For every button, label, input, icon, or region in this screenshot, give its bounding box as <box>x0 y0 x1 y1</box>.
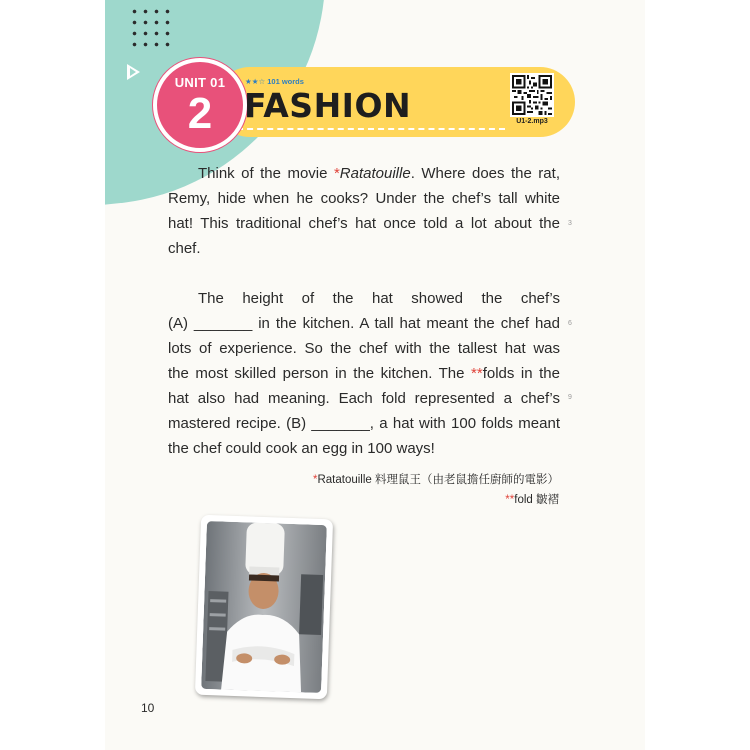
text-line: the most skilled person in the kitchen. The **folds in the <box>168 365 560 382</box>
line-number: 9 <box>568 394 572 401</box>
text-line: chef. <box>168 240 201 257</box>
footnote-fold: **fold 皺褶 <box>505 494 559 506</box>
difficulty-word-count: ★★☆ 101 words <box>245 77 304 86</box>
paragraph-2 <box>168 286 560 461</box>
qr-code-icon[interactable] <box>510 73 554 117</box>
textbook-page <box>105 0 645 750</box>
unit-badge <box>153 58 247 152</box>
page-number: 10 <box>141 701 155 715</box>
text-line: the chef could cook an egg in 100 ways! <box>168 440 435 457</box>
line-number: 6 <box>568 320 572 327</box>
dot-grid-decoration <box>129 6 175 52</box>
text-line: mastered recipe. (B) _______, a hat with 100 folds meant <box>168 415 560 432</box>
paragraph-1 <box>168 161 560 261</box>
unit-label: UNIT 01 <box>174 75 226 90</box>
unit-number: 2 <box>187 89 213 138</box>
footnote-ratatouille: *Ratatouille 料理鼠王（由老鼠擔任廚師的電影） <box>312 474 559 486</box>
text-line: Think of the movie *Ratatouille. Where does the rat, <box>198 165 560 182</box>
text-line: The height of the hat showed the chef’s <box>198 290 560 307</box>
banner-dashed-line <box>237 128 505 130</box>
text-line: (A) _______ in the kitchen. A tall hat meant the chef had <box>168 315 560 332</box>
page-title: FASHION <box>244 86 412 125</box>
text-line: lots of experience. So the chef with the tallest hat was <box>168 340 560 357</box>
footnote-marker: * <box>333 165 340 182</box>
chef-photo <box>195 515 333 699</box>
text-line: Remy, hide when he cooks? Under the chef’s tall white <box>168 190 560 207</box>
movie-title: Ratatouille <box>339 165 411 182</box>
text-line: hat! This traditional chef’s hat once told a lot about the <box>168 215 560 232</box>
text-line: hat also had meaning. Each fold represented a chef’s <box>168 390 560 407</box>
audio-file-label: U1-2.mp3 <box>516 118 548 125</box>
line-number: 3 <box>568 220 572 227</box>
footnote-marker: ** <box>471 365 483 382</box>
